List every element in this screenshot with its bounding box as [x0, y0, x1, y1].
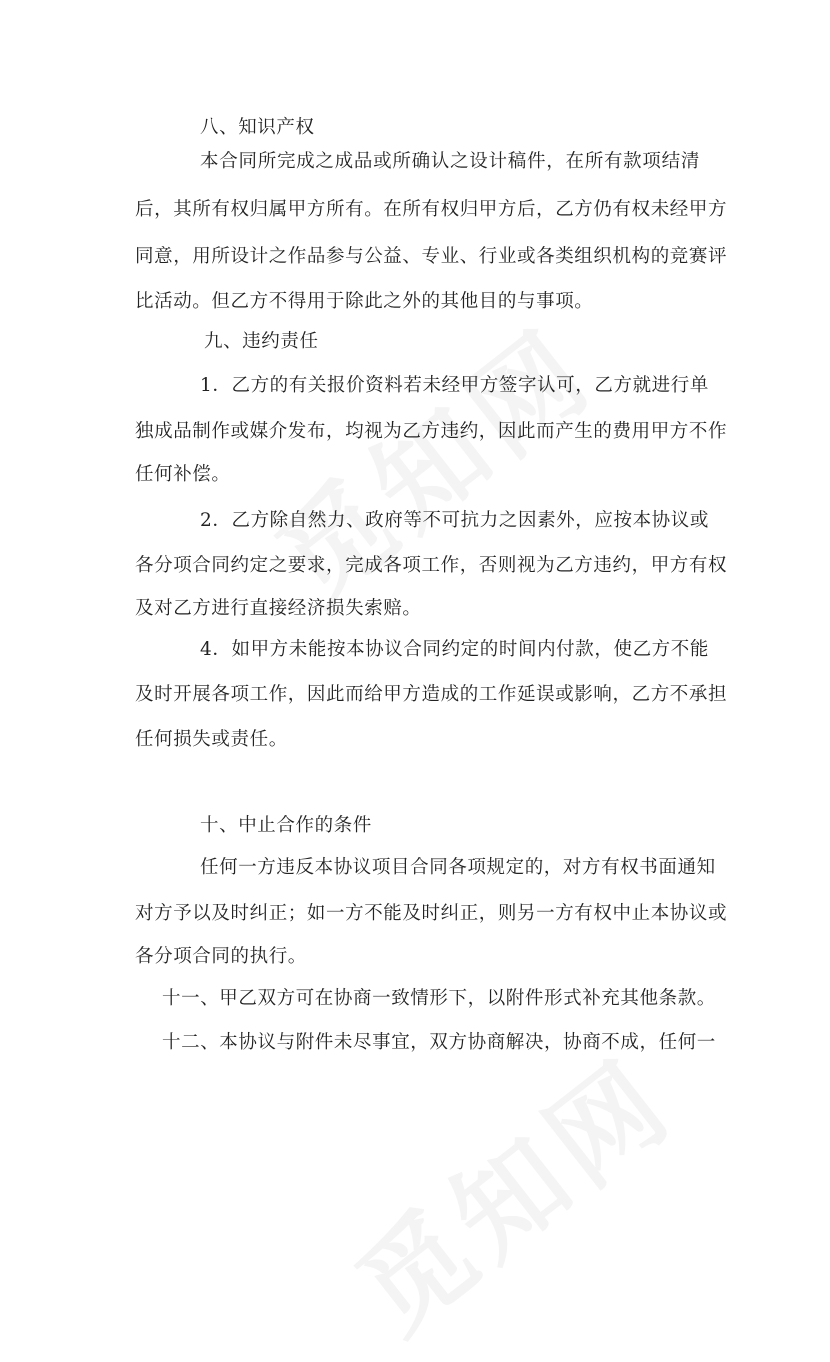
paragraph-line: 4．如甲方未能按本协议合同约定的时间内付款，使乙方不能 [200, 639, 709, 660]
paragraph-line: 比活动。但乙方不得用于除此之外的其他目的与事项。 [135, 291, 594, 312]
paragraph-line: 及对乙方进行直接经济损失索赔。 [135, 598, 422, 619]
section-heading: 九、违约责任 [204, 331, 319, 352]
watermark [320, 1016, 701, 1362]
section-heading: 八、知识产权 [200, 117, 315, 138]
paragraph-line: 后，其所有权归属甲方所有。在所有权归甲方后，乙方仍有权未经甲方 [135, 199, 728, 220]
section-heading: 十、中止合作的条件 [200, 815, 372, 836]
paragraph-line: 各分项合同的执行。 [135, 946, 307, 967]
paragraph-line: 任何补偿。 [135, 464, 231, 485]
paragraph-line: 及时开展各项工作，因此而给甲方造成的工作延误或影响，乙方不承担 [135, 684, 728, 705]
paragraph-line: 1．乙方的有关报价资料若未经甲方签字认可，乙方就进行单 [200, 375, 709, 396]
paragraph-line: 任何损失或责任。 [135, 729, 288, 750]
paragraph-line: 十一、甲乙双方可在协商一致情形下，以附件形式补充其他条款。 [162, 988, 716, 1009]
paragraph-line: 十二、本协议与附件未尽事宜，双方协商解决，协商不成，任何一 [162, 1032, 716, 1053]
paragraph-line: 独成品制作或媒介发布，均视为乙方违约，因此而产生的费用甲方不作 [135, 421, 728, 442]
paragraph-line: 本合同所完成之成品或所确认之设计稿件，在所有款项结清 [200, 151, 700, 172]
paragraph-line: 各分项合同约定之要求，完成各项工作，否则视为乙方违约，甲方有权 [135, 555, 728, 576]
paragraph-line: 同意，用所设计之作品参与公益、专业、行业或各类组织机构的竞赛评 [135, 246, 728, 267]
paragraph-line: 任何一方违反本协议项目合同各项规定的，对方有权书面通知 [200, 857, 716, 878]
paragraph-line: 对方予以及时纠正；如一方不能及时纠正，则另一方有权中止本协议或 [135, 903, 728, 924]
paragraph-line: 2．乙方除自然力、政府等不可抗力之因素外，应按本协议或 [200, 510, 709, 531]
